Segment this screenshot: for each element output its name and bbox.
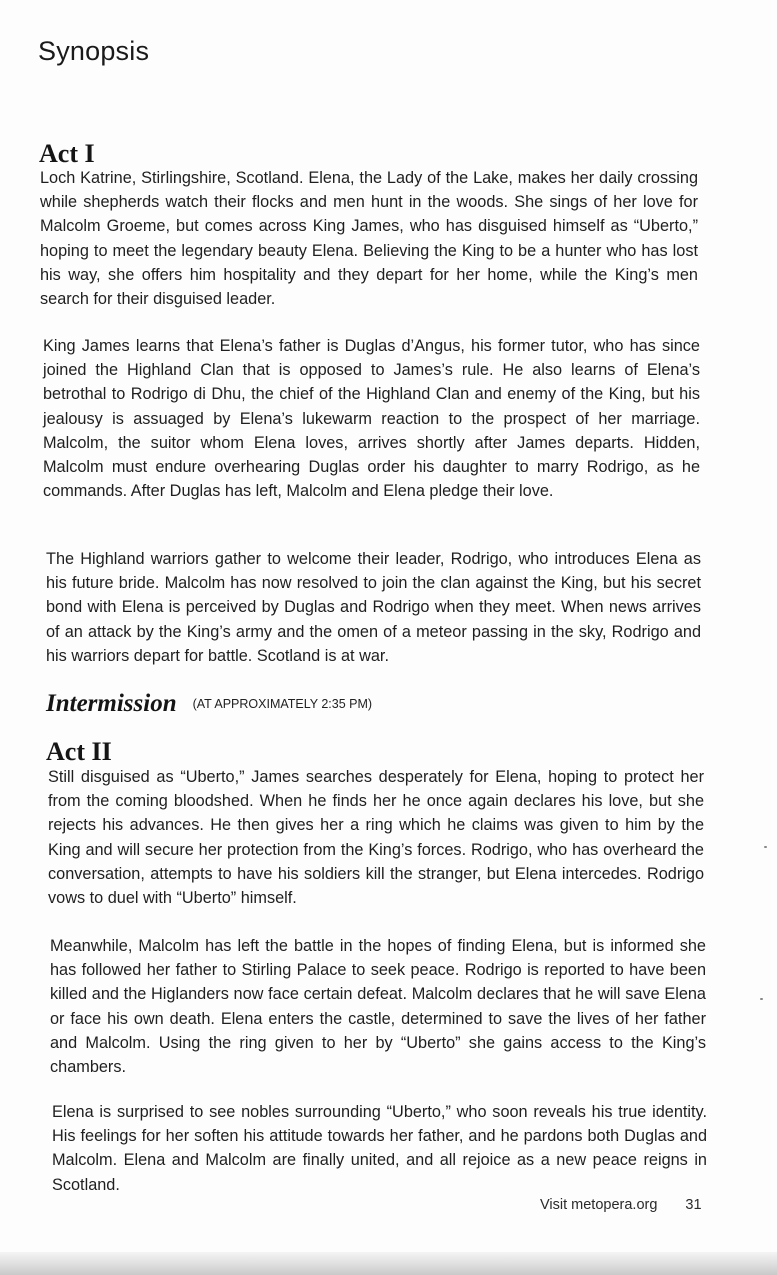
intermission-heading: Intermission	[46, 690, 177, 717]
act-1-paragraph-1: Loch Katrine, Stirlingshire, Scotland. Elena, the Lady of the Lake, makes her daily crossing while shepherds watch their flocks and men hunt in the woods. She sings of her love for Malcolm Groeme, but comes across King James, who has disguised himself as “Uberto,” hoping to meet the legendary beauty Elena. Believing the King to be a hunter who has lost his way, she offers him hospitality and they depart for her home, while the King’s men search for their disguised leader.	[40, 169, 698, 309]
act-1-paragraph-2: King James learns that Elena’s father is Duglas d’Angus, his former tutor, who has since joined the Highland Clan that is opposed to James’s rule. He also learns of Elena’s betrothal to Rodrigo di Dhu, the chief of the Highland Clan and enemy of the King, but his jealousy is assuaged by Elena’s lukewarm reaction to the prospect of her marriage. Malcolm, the suitor whom Elena loves, arrives shortly after James departs. Hidden, Malcolm must endure overhearing Duglas order his daughter to marry Rodrigo, as he commands. After Duglas has left, Malcolm and Elena pledge their love.	[43, 337, 700, 501]
intermission-time-note: (AT APPROXIMATELY 2:35 PM)	[192, 697, 373, 711]
act-1-paragraph-3: The Highland warriors gather to welcome their leader, Rodrigo, who introduces Elena as his future bride. Malcolm has now resolved to join the clan against the King, but his secret bond with Elena is perceived by Duglas and Rodrigo when they meet. When news arrives of an attack by the King’s army and the omen of a meteor passing in the sky, Rodrigo and his warriors depart for battle. Scotland is at war.	[46, 550, 701, 665]
page-footer	[540, 1197, 702, 1213]
act-2-heading: Act II	[46, 737, 112, 766]
footer-website: Visit metopera.org	[540, 1197, 658, 1213]
act-1-heading: Act I	[39, 139, 95, 168]
paper-speck	[760, 998, 763, 1000]
scan-bottom-edge	[0, 1252, 777, 1275]
act-2-paragraph-2: Meanwhile, Malcolm has left the battle in the hopes of finding Elena, but is informed she has followed her father to Stirling Palace to seek peace. Rodrigo is reported to have been killed and the Higlanders now face certain defeat. Malcolm declares that he will save Elena or face his own death. Elena enters the castle, determined to save the lives of her father and Malcolm. Using the ring given to her by “Uberto” she gains access to the King’s chambers.	[50, 937, 706, 1077]
intermission-line	[46, 690, 372, 718]
act-2-paragraph-3: Elena is surprised to see nobles surrounding “Uberto,” who soon reveals his true identity. His feelings for her soften his attitude towards her father, and he pardons both Duglas and Malcolm. Elena and Malcolm are finally united, and all rejoice as a new peace reigns in Scotland.	[52, 1103, 707, 1194]
paper-speck	[764, 846, 767, 848]
page-number: 31	[685, 1197, 702, 1213]
page-title: Synopsis	[38, 36, 150, 66]
act-2-paragraph-1: Still disguised as “Uberto,” James searches desperately for Elena, hoping to protect her from the coming bloodshed. When he finds her he once again declares his love, but she rejects his advances. He then gives her a ring which he claims was given to him by the King and will secure her protection from the King’s forces. Rodrigo, who has overheard the conversation, attempts to have his soldiers kill the stranger, but Elena intercedes. Rodrigo vows to duel with “Uberto” himself.	[48, 768, 704, 908]
